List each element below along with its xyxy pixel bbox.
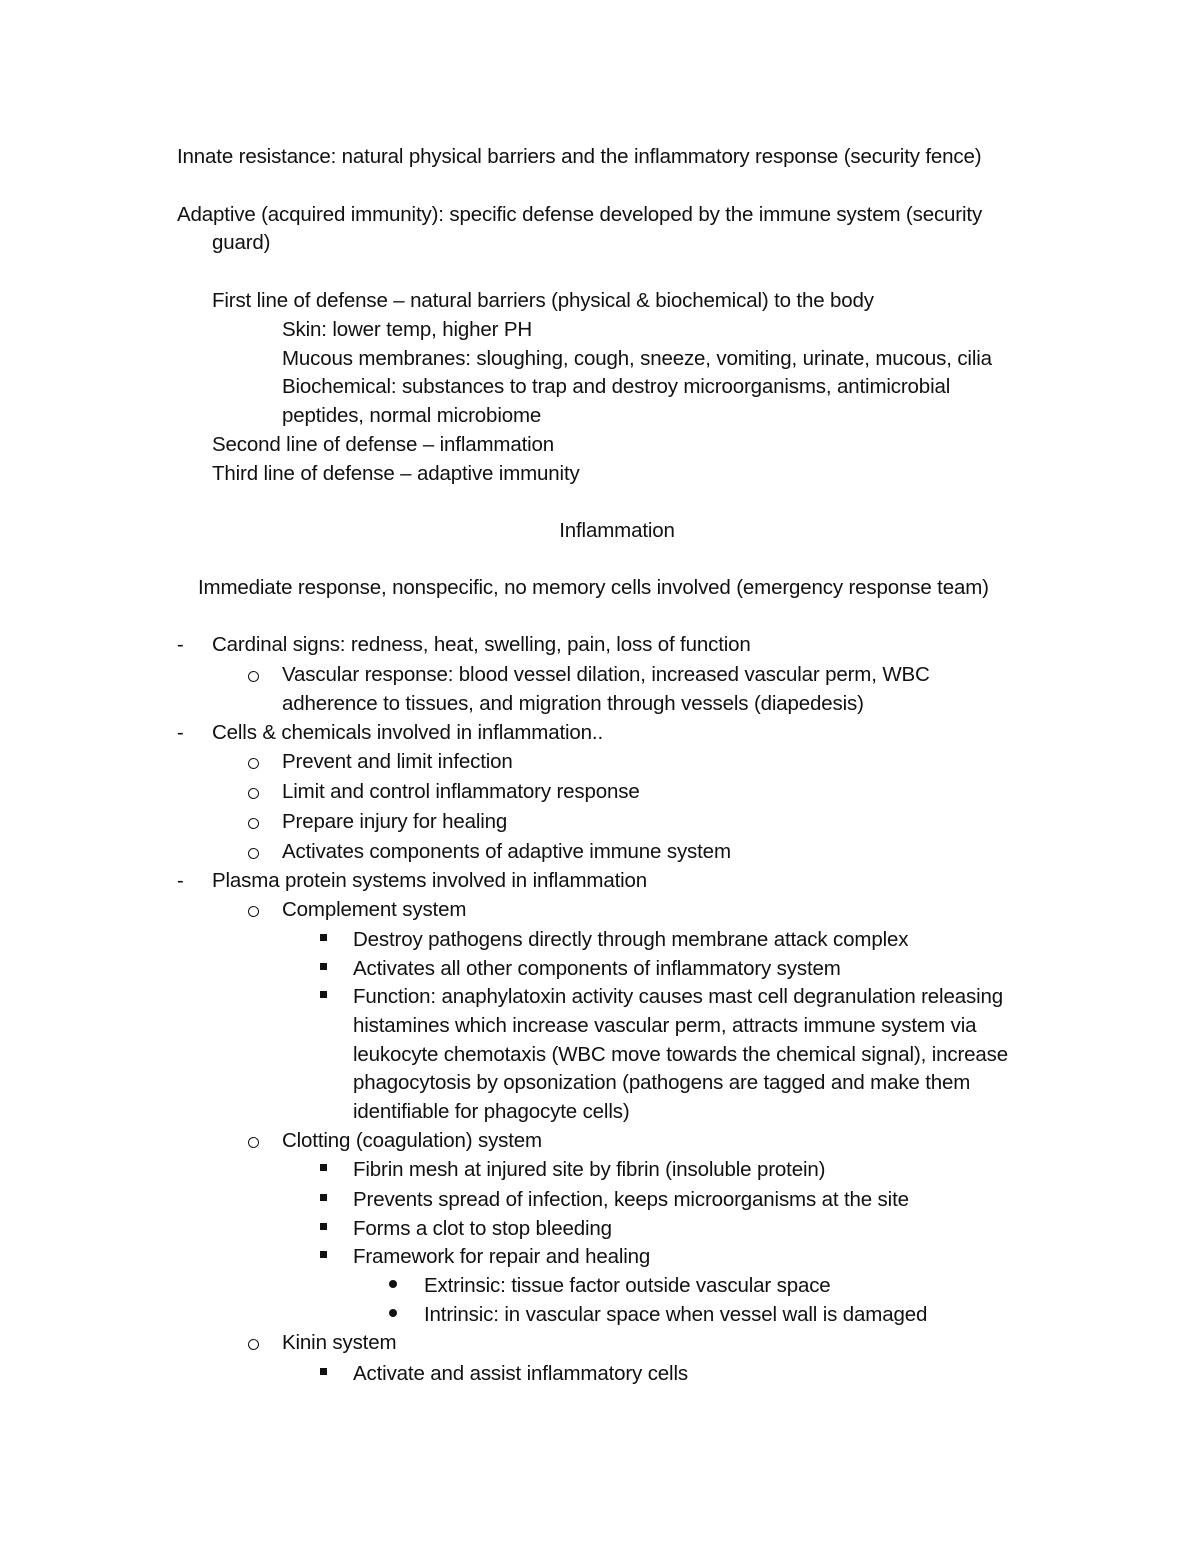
- clotting-system-text: Clotting (coagulation) system: [282, 1129, 542, 1152]
- vascular-response-text: Vascular response: blood vessel dilation, increased vascular perm, WBC: [282, 663, 930, 686]
- complement-function-text: histamines which increase vascular perm, attracts immune system via: [353, 1014, 977, 1037]
- vascular-response-text-continued: adherence to tissues, and migration through vessels (diapedesis): [282, 692, 864, 715]
- clotting-item: Fibrin mesh at injured site by fibrin (insoluble protein): [353, 1158, 826, 1181]
- square-bullet-icon: [320, 1194, 327, 1201]
- dash-bullet: -: [177, 870, 184, 892]
- round-bullet-icon: [389, 1280, 397, 1288]
- kinin-item: Activate and assist inflammatory cells: [353, 1362, 688, 1385]
- square-bullet-icon: [320, 991, 327, 998]
- square-bullet-icon: [320, 1164, 327, 1171]
- biochemical-text-continued: peptides, normal microbiome: [282, 404, 542, 427]
- clotting-item: Framework for repair and healing: [353, 1245, 651, 1268]
- complement-item: Destroy pathogens directly through membrane attack complex: [353, 928, 909, 951]
- cells-item: Prevent and limit infection: [282, 750, 513, 773]
- biochemical-text: Biochemical: substances to trap and destroy microorganisms, antimicrobial: [282, 375, 951, 398]
- inflammation-heading: Inflammation: [559, 519, 675, 542]
- circle-bullet-icon: [248, 848, 259, 859]
- round-bullet-icon: [389, 1309, 397, 1317]
- adaptive-immunity-text-continued: guard): [212, 231, 271, 254]
- second-line-of-defense: Second line of defense – inflammation: [212, 433, 555, 456]
- circle-bullet-icon: [248, 818, 259, 829]
- cells-item: Limit and control inflammatory response: [282, 780, 640, 803]
- dash-bullet: -: [177, 722, 184, 744]
- circle-bullet-icon: [248, 1137, 259, 1148]
- dash-bullet: -: [177, 634, 184, 656]
- cells-item: Activates components of adaptive immune system: [282, 840, 731, 863]
- circle-bullet-icon: [248, 1339, 259, 1350]
- complement-function-text: Function: anaphylatoxin activity causes mast cell degranulation releasing: [353, 985, 1003, 1008]
- skin-text: Skin: lower temp, higher PH: [282, 318, 533, 341]
- circle-bullet-icon: [248, 906, 259, 917]
- cardinal-signs-text: Cardinal signs: redness, heat, swelling, pain, loss of function: [212, 633, 751, 656]
- cells-item: Prepare injury for healing: [282, 810, 508, 833]
- cells-chemicals-text: Cells & chemicals involved in inflammation..: [212, 721, 604, 744]
- complement-function-text: leukocyte chemotaxis (WBC move towards the chemical signal), increase: [353, 1043, 1009, 1066]
- complement-item: Activates all other components of inflammatory system: [353, 957, 841, 980]
- circle-bullet-icon: [248, 758, 259, 769]
- clotting-item: Prevents spread of infection, keeps microorganisms at the site: [353, 1188, 909, 1211]
- first-line-of-defense: First line of defense – natural barriers (physical & biochemical) to the body: [212, 289, 874, 312]
- clotting-item: Forms a clot to stop bleeding: [353, 1217, 612, 1240]
- mucous-membranes-text: Mucous membranes: sloughing, cough, sneeze, vomiting, urinate, mucous, cilia: [282, 347, 992, 370]
- complement-function-text: identifiable for phagocyte cells): [353, 1100, 630, 1123]
- circle-bullet-icon: [248, 671, 259, 682]
- inflammation-summary: Immediate response, nonspecific, no memory cells involved (emergency response team): [198, 576, 989, 599]
- plasma-protein-text: Plasma protein systems involved in inflammation: [212, 869, 648, 892]
- square-bullet-icon: [320, 1223, 327, 1230]
- circle-bullet-icon: [248, 788, 259, 799]
- kinin-system-text: Kinin system: [282, 1331, 397, 1354]
- innate-resistance-text: Innate resistance: natural physical barriers and the inflammatory response (security fence): [177, 145, 982, 168]
- complement-system-text: Complement system: [282, 898, 467, 921]
- pathway-item: Intrinsic: in vascular space when vessel wall is damaged: [424, 1303, 928, 1326]
- adaptive-immunity-text: Adaptive (acquired immunity): specific defense developed by the immune system (security: [177, 203, 983, 226]
- square-bullet-icon: [320, 934, 327, 941]
- square-bullet-icon: [320, 963, 327, 970]
- pathway-item: Extrinsic: tissue factor outside vascular space: [424, 1274, 831, 1297]
- square-bullet-icon: [320, 1368, 327, 1375]
- third-line-of-defense: Third line of defense – adaptive immunity: [212, 462, 580, 485]
- square-bullet-icon: [320, 1251, 327, 1258]
- complement-function-text: phagocytosis by opsonization (pathogens are tagged and make them: [353, 1071, 971, 1094]
